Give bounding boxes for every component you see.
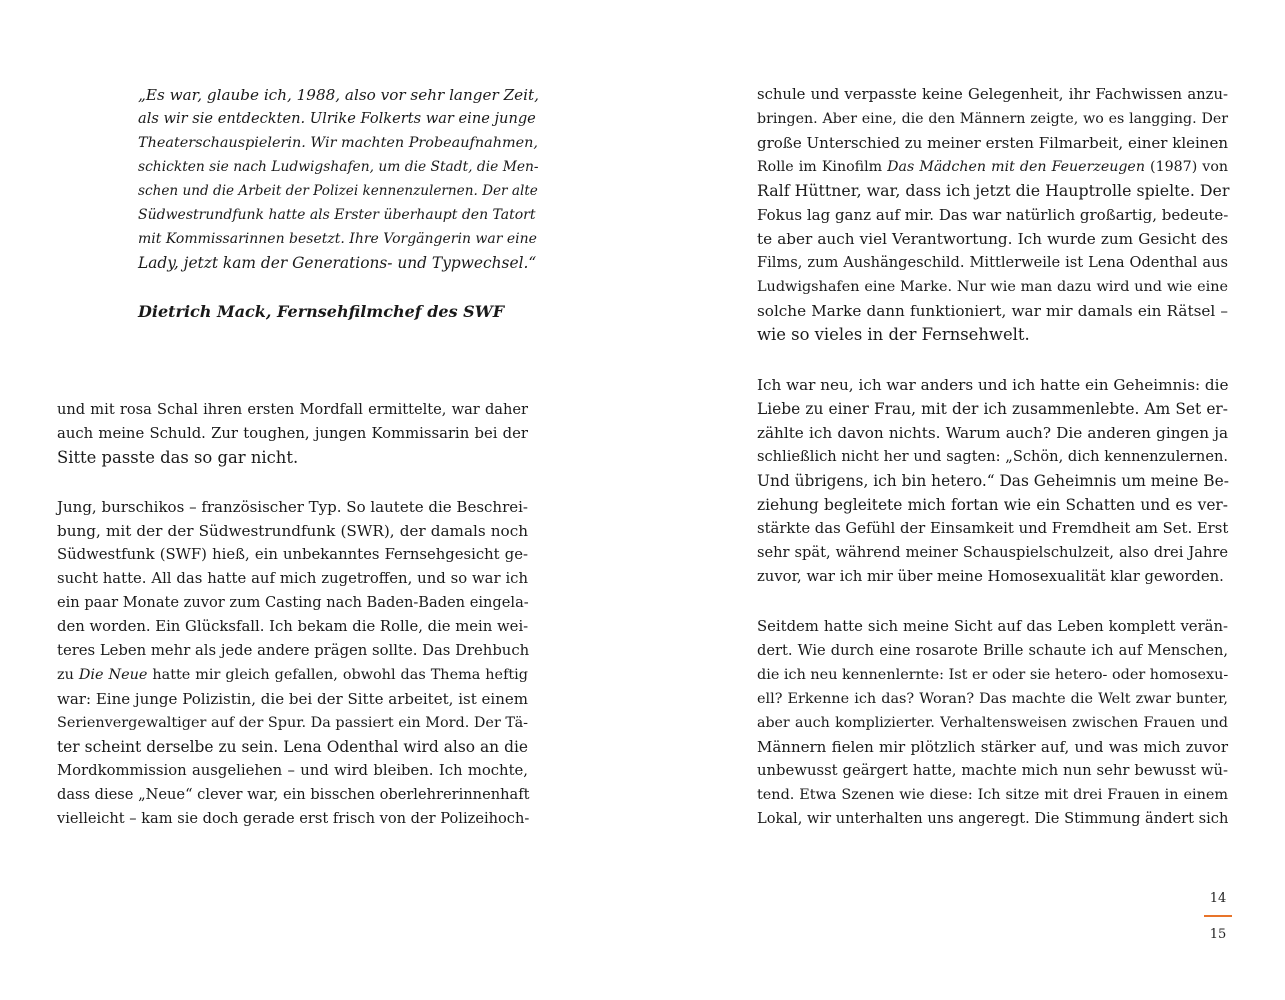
text-line: schule und verpasste keine Gelegenheit, ihr Fachwissen anzu-	[757, 86, 1228, 103]
text-line: schließlich nicht her und sagten: „Schön, dich kennenzulernen.	[757, 448, 1228, 465]
text-line: Rolle im Kinofilm Das Mädchen mit den Feuerzeugen (1987) von	[757, 159, 1228, 175]
text-line: wie so vieles in der Fernsehwelt.	[757, 325, 1030, 344]
text-line: auch meine Schuld. Zur toughen, jungen Kommissarin bei der	[57, 425, 528, 442]
text-line: Seitdem hatte sich meine Sicht auf das Leben komplett verän-	[757, 618, 1228, 635]
text-line: teres Leben mehr als jede andere prägen sollte. Das Drehbuch	[57, 642, 530, 659]
text-line: stärkte das Gefühl der Einsamkeit und Fremdheit am Set. Erst	[757, 520, 1229, 537]
text-line: Mordkommission ausgeliehen – und wird bleiben. Ich mochte,	[57, 762, 528, 779]
text-line: Jung, burschikos – französischer Typ. So lautete die Beschrei-	[57, 498, 528, 516]
page-number-right: 15	[1209, 927, 1227, 942]
text-line: dert. Wie durch eine rosarote Brille schaute ich auf Menschen,	[757, 642, 1228, 659]
text-line: Männern fielen mir plötzlich stärker auf, und was mich zuvor	[757, 738, 1228, 756]
quote-attribution: Dietrich Mack, Fernsehfilmchef des SWF	[138, 302, 505, 321]
page-number-divider	[1204, 915, 1232, 917]
text-line: war: Eine junge Polizistin, die bei der Sitte arbeitet, ist einem	[57, 690, 528, 708]
text-line: zählte ich davon nichts. Warum auch? Die anderen gingen ja	[757, 424, 1228, 442]
text-line: Und übrigens, ich bin hetero.“ Das Geheimnis um meine Be-	[757, 472, 1229, 490]
text-line: te aber auch viel Verantwortung. Ich wurde zum Gesicht des	[757, 230, 1228, 248]
quote-line: Südwestrundfunk hatte als Erster überhaupt den Tatort	[138, 207, 536, 223]
quote-line: Theaterschauspielerin. Wir machten Probeaufnahmen,	[138, 135, 538, 151]
text-line: Ralf Hüttner, war, dass ich jetzt die Hauptrolle spielte. Der	[757, 181, 1230, 200]
quote-line: schen und die Arbeit der Polizei kennenzulernen. Der alte	[138, 183, 538, 199]
page-number-left: 14	[1209, 891, 1227, 906]
text-line: ein paar Monate zuvor zum Casting nach Baden-Baden eingela-	[57, 594, 529, 611]
text-line: bung, mit der der Südwestrundfunk (SWR), der damals noch	[57, 522, 528, 540]
text-line: sucht hatte. All das hatte auf mich zugetroffen, und so war ich	[57, 570, 528, 587]
text-line: solche Marke dann funktioniert, war mir damals ein Rätsel –	[757, 302, 1228, 320]
text-line: zuvor, war ich mir über meine Homosexualität klar geworden.	[757, 568, 1224, 585]
title-italic: Das Mädchen mit den Feuerzeugen	[887, 159, 1145, 175]
title-italic: Die Neue	[78, 667, 148, 683]
text-line: ziehung begleitete mich fortan wie ein Schatten und es ver-	[757, 496, 1228, 514]
text-line: große Unterschied zu meiner ersten Filmarbeit, einer kleinen	[757, 134, 1228, 152]
text-line: Films, zum Aushängeschild. Mittlerweile ist Lena Odenthal aus	[757, 254, 1228, 271]
text-line: und mit rosa Schal ihren ersten Mordfall ermittelte, war daher	[57, 401, 528, 418]
text-line: tend. Etwa Szenen wie diese: Ich sitze mit drei Frauen in einem	[757, 787, 1228, 803]
quote-line: als wir sie entdeckten. Ulrike Folkerts war eine junge	[138, 110, 536, 127]
text-line: bringen. Aber eine, die den Männern zeigte, wo es langging. Der	[757, 111, 1228, 127]
text-line: vielleicht – kam sie doch gerade erst frisch von der Polizeihoch-	[57, 810, 530, 827]
text-line: Ich war neu, ich war anders und ich hatte ein Geheimnis: die	[757, 376, 1229, 394]
text-line: Sitte passte das so gar nicht.	[57, 448, 299, 467]
text-line: Liebe zu einer Frau, mit der ich zusammenlebte. Am Set er-	[757, 400, 1228, 418]
text-line: Serienvergewaltiger auf der Spur. Da passiert ein Mord. Der Tä-	[57, 715, 529, 731]
text-line: Lokal, wir unterhalten uns angeregt. Die Stimmung ändert sich	[757, 810, 1229, 827]
text-line: unbewusst geärgert hatte, machte mich nun sehr bewusst wü-	[757, 762, 1228, 779]
quote-line: mit Kommissarinnen besetzt. Ihre Vorgängerin war eine	[138, 231, 537, 247]
text-line: Südwestfunk (SWF) hieß, ein unbekanntes Fernsehgesicht ge-	[57, 546, 528, 563]
text-line: ter scheint derselbe zu sein. Lena Odenthal wird also an die	[57, 738, 528, 756]
text-line: aber auch komplizierter. Verhaltensweisen zwischen Frauen und	[757, 715, 1228, 731]
quote-line: schickten sie nach Ludwigshafen, um die Stadt, die Men-	[138, 159, 539, 175]
text-line: zu Die Neue hatte mir gleich gefallen, obwohl das Thema heftig	[57, 667, 528, 683]
text-line: Fokus lag ganz auf mir. Das war natürlich großartig, bedeute-	[757, 206, 1229, 224]
text-line: sehr spät, während meiner Schauspielschulzeit, also drei Jahre	[757, 544, 1228, 561]
quote-line: „Es war, glaube ich, 1988, also vor sehr langer Zeit,	[138, 86, 539, 104]
text-line: den worden. Ein Glücksfall. Ich bekam die Rolle, die mein wei-	[57, 618, 529, 635]
text-line: ell? Erkenne ich das? Woran? Das machte die Welt zwar bunter,	[757, 691, 1228, 707]
quote-line: Lady, jetzt kam der Generations- und Typwechsel.“	[138, 254, 537, 272]
text-line: die ich neu kennenlernte: Ist er oder sie hetero- oder homosexu-	[757, 667, 1229, 683]
text-line: dass diese „Neue“ clever war, ein bisschen oberlehrerinnenhaft	[57, 786, 530, 803]
text-line: Ludwigshafen eine Marke. Nur wie man dazu wird und wie eine	[757, 279, 1228, 295]
